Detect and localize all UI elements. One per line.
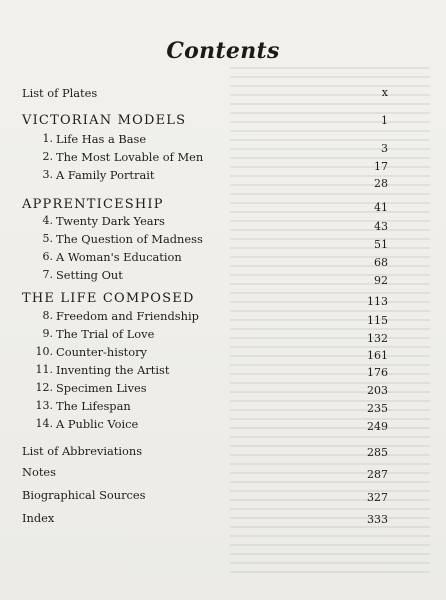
chapter-title: Freedom and Friendship — [56, 309, 199, 323]
chapter-title: The Question of Madness — [56, 232, 203, 246]
chapter-title: Setting Out — [56, 268, 123, 282]
toc-page-row: 287 — [367, 468, 388, 481]
chapter-title: The Most Lovable of Men — [56, 150, 204, 164]
chapter-number: 7. — [42, 268, 53, 281]
part-page-row: 113 — [367, 295, 388, 308]
entry-label: List of Abbreviations — [22, 444, 143, 458]
part-title: VICTORIAN MODELS — [22, 113, 187, 128]
chapter-title: The Lifespan — [56, 399, 131, 413]
chapter-page-row: 115 — [367, 314, 388, 327]
chapter-title: A Public Voice — [56, 417, 139, 431]
entry-label: Biographical Sources — [22, 488, 146, 502]
chapter-title: The Trial of Love — [56, 327, 155, 341]
entry-label: Notes — [22, 465, 56, 479]
chapter-number: 5. — [42, 232, 53, 245]
chapter-page-row: 17 — [374, 160, 388, 173]
chapter-title: A Woman's Education — [56, 250, 182, 264]
toc-page-row: 333 — [367, 513, 388, 526]
contents-title: Contents — [166, 38, 280, 64]
entry-label: List of Plates — [22, 86, 98, 100]
part-title: THE LIFE COMPOSED — [22, 291, 195, 306]
chapter-page-row: 28 — [374, 177, 388, 190]
chapter-number: 10. — [35, 345, 53, 358]
chapter-number: 2. — [42, 150, 53, 163]
part-page-row: 41 — [374, 201, 388, 214]
part-title: APPRENTICESHIP — [22, 197, 164, 212]
chapter-page-row: 92 — [374, 274, 388, 287]
chapter-page-row: 51 — [374, 238, 388, 251]
chapter-title: Counter-history — [56, 345, 147, 359]
chapter-page-row: 235 — [367, 402, 388, 415]
chapter-title: A Family Portrait — [56, 168, 155, 182]
chapter-number: 3. — [42, 168, 53, 181]
chapter-title: Twenty Dark Years — [56, 214, 165, 228]
chapter-number: 6. — [42, 250, 53, 263]
toc-page-row: 327 — [367, 491, 388, 504]
chapter-page-row: 3 — [381, 142, 388, 155]
toc-page-row: 285 — [367, 446, 388, 459]
chapter-title: Specimen Lives — [56, 381, 147, 395]
entry-label: Index — [22, 511, 55, 525]
part-heading: VICTORIAN MODELS 1 — [22, 113, 388, 128]
chapter-page-row: 176 — [367, 366, 388, 379]
chapter-number: 11. — [35, 363, 53, 376]
chapter-title: Inventing the Artist — [56, 363, 170, 377]
toc-entry: List of Plates x — [22, 86, 388, 100]
chapter-page-row: 161 — [367, 349, 388, 362]
chapter-number: 1. — [42, 132, 53, 145]
chapter-number: 13. — [35, 399, 53, 412]
chapter-number: 9. — [42, 327, 53, 340]
chapter-number: 8. — [42, 309, 53, 322]
chapter-number: 14. — [35, 417, 53, 430]
chapter-page-row: 43 — [374, 220, 388, 233]
chapter-page-row: 68 — [374, 256, 388, 269]
chapter-number: 4. — [42, 214, 53, 227]
chapter-page-row: 132 — [367, 332, 388, 345]
chapter-page-row: 249 — [367, 420, 388, 433]
chapter-number: 12. — [35, 381, 53, 394]
chapter-page-row: 203 — [367, 384, 388, 397]
chapter-title: Life Has a Base — [56, 132, 147, 146]
